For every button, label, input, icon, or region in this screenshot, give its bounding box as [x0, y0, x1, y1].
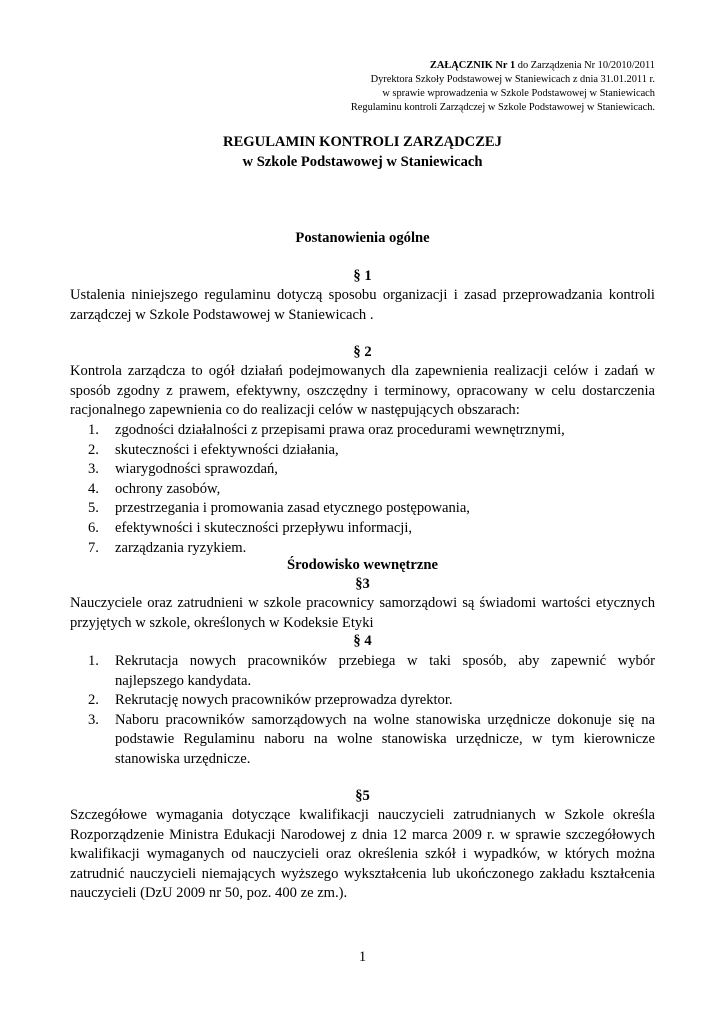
- list-item: 7. zarządzania ryzykiem.: [88, 539, 247, 556]
- paragraph-1-text: Ustalenia niniejszego regulaminu dotyczą sposobu organizacji i zasad przeprowadzania kontroli zarządczej w Szkole Podstawowej w Staniewicach .: [70, 287, 655, 323]
- list-item: 2. Rekrutację nowych pracowników przeprowadza dyrektor.: [88, 692, 453, 709]
- list-item: 1. Rekrutacja nowych pracowników przebiega w taki sposób, aby zapewnić wybór najlepszego kandydata.: [88, 653, 655, 689]
- paragraph-3-heading: §3: [355, 576, 370, 592]
- section-heading-internal: Środowisko wewnętrzne: [287, 557, 438, 573]
- list-item: 2. skuteczności i efektywności działania,: [88, 441, 339, 458]
- recruitment-list: [70, 652, 655, 770]
- paragraph-2-text: Kontrola zarządcza to ogół działań podejmowanych dla zapewnienia realizacji celów i zadań w sposób zgodny z prawem, efektywny, oszczędny i terminowy, opracowany w celu dostarczenia racjonalnego zapewnienia co do realizacji celów w następujących obszarach:: [70, 363, 655, 419]
- list-item: 3. wiarygodności sprawozdań,: [88, 461, 278, 478]
- paragraph-5-heading: §5: [355, 788, 370, 804]
- paragraph-5-text: Szczegółowe wymagania dotyczące kwalifikacji nauczycieli zatrudnianych w Szkole określa Rozporządzenie Ministra Edukacji Narodowej z dnia 12 marca 2009 r. w sprawie szczegółowych kwalifikacji wymaganych od nauczycieli oraz określenia szkół i wypadków, w których można zatrudnić nauczycieli niemających wyższego wykształcenia lub ukończonego zakładu kształcenia nauczycieli (DzU 2009 nr 50, poz. 400 ze zm.).: [70, 807, 655, 902]
- list-item: 1. zgodności działalności z przepisami prawa oraz procedurami wewnętrznymi,: [88, 422, 565, 438]
- paragraph-1-heading: § 1: [353, 268, 372, 284]
- section-heading-general: Postanowienia ogólne: [295, 230, 430, 246]
- document-title: REGULAMIN KONTROLI ZARZĄDCZEJ: [223, 134, 502, 150]
- control-areas-list: [70, 421, 655, 558]
- list-item: 3. Naboru pracowników samorządowych na wolne stanowiska urzędnicze dokonuje się na podstawie Regulaminu naboru na wolne stanowiska urzędnicze, w tym kierownicze stanowiska urzędnicze.: [88, 711, 655, 767]
- paragraph-4-heading: § 4: [353, 633, 372, 649]
- attachment-note-line-1: ZAŁĄCZNIK Nr 1 do Zarządzenia Nr 10/2010/2011: [429, 60, 655, 71]
- attachment-note-line-4: Regulaminu kontroli Zarządczej w Szkole Podstawowej w Staniewicach.: [350, 102, 655, 113]
- page-number: 1: [358, 949, 367, 965]
- list-item: 4. ochrony zasobów,: [88, 480, 221, 497]
- list-item: 6. efektywności i skuteczności przepływu informacji,: [88, 519, 413, 536]
- document-subtitle: w Szkole Podstawowej w Staniewicach: [242, 154, 483, 170]
- attachment-note-line-2: Dyrektora Szkoły Podstawowej w Staniewicach z dnia 31.01.2011 r.: [370, 74, 655, 85]
- paragraph-2-heading: § 2: [353, 344, 372, 360]
- list-item: 5. przestrzegania i promowania zasad etycznego postępowania,: [88, 500, 470, 517]
- paragraph-3-text: Nauczyciele oraz zatrudnieni w szkole pracownicy samorządowi są świadomi wartości etycznych przyjętych w szkole, określonych w Kodeksie Etyki: [70, 595, 655, 631]
- attachment-note: [255, 59, 655, 115]
- attachment-note-line-3: w sprawie wprowadzenia w Szkole Podstawowej w Staniewicach: [382, 88, 655, 99]
